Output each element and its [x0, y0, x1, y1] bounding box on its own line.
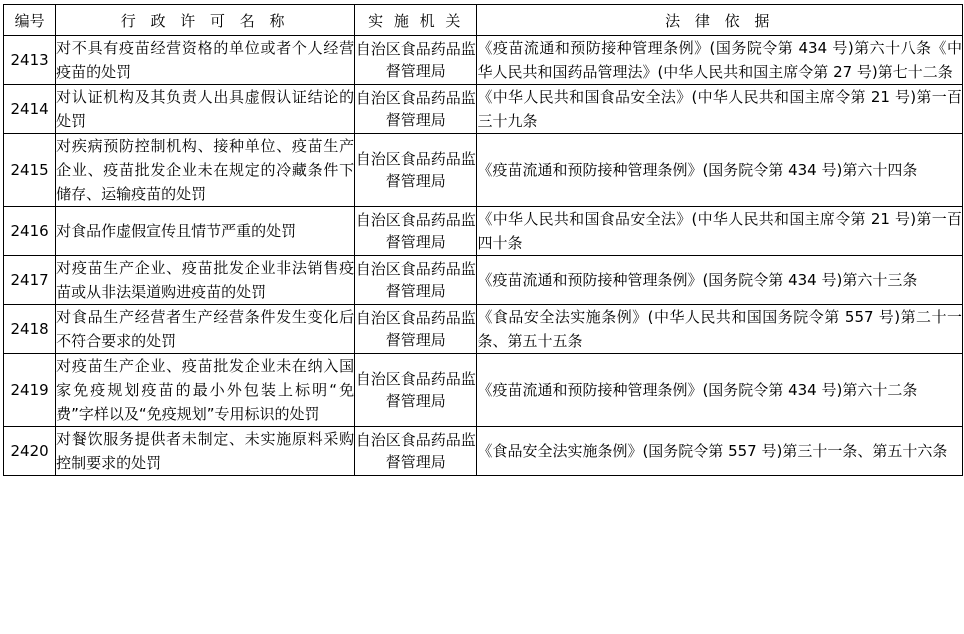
table-row	[4, 256, 963, 305]
document-page	[0, 4, 964, 634]
cell-law: 《疫苗流通和预防接种管理条例》(国务院令第 434 号)第六十二条	[477, 354, 963, 427]
cell-law: 《疫苗流通和预防接种管理条例》(国务院令第 434 号)第六十四条	[477, 134, 963, 207]
column-header-name: 行 政 许 可 名 称	[56, 5, 355, 36]
cell-id: 2417	[4, 256, 56, 305]
table-row	[4, 134, 963, 207]
cell-law: 《疫苗流通和预防接种管理条例》(国务院令第 434 号)第六十三条	[477, 256, 963, 305]
cell-org: 自治区食品药品监督管理局	[355, 134, 477, 207]
cell-name: 对食品作虚假宣传且情节严重的处罚	[56, 207, 355, 256]
cell-org: 自治区食品药品监督管理局	[355, 305, 477, 354]
cell-id: 2416	[4, 207, 56, 256]
column-header-org: 实 施 机 关	[355, 5, 477, 36]
table-row	[4, 305, 963, 354]
cell-name: 对不具有疫苗经营资格的单位或者个人经营疫苗的处罚	[56, 36, 355, 85]
cell-org: 自治区食品药品监督管理局	[355, 256, 477, 305]
column-header-id: 编号	[4, 5, 56, 36]
cell-org: 自治区食品药品监督管理局	[355, 427, 477, 476]
table-header	[4, 5, 963, 36]
table-row	[4, 354, 963, 427]
cell-id: 2414	[4, 85, 56, 134]
administrative-permits-table	[3, 4, 963, 476]
cell-name: 对疫苗生产企业、疫苗批发企业非法销售疫苗或从非法渠道购进疫苗的处罚	[56, 256, 355, 305]
cell-law: 《中华人民共和国食品安全法》(中华人民共和国主席令第 21 号)第一百四十条	[477, 207, 963, 256]
cell-law: 《疫苗流通和预防接种管理条例》(国务院令第 434 号)第六十八条《中华人民共和国药品管理法》(中华人民共和国主席令第 27 号)第七十二条	[477, 36, 963, 85]
cell-id: 2418	[4, 305, 56, 354]
cell-name: 对认证机构及其负责人出具虚假认证结论的处罚	[56, 85, 355, 134]
table-row	[4, 427, 963, 476]
cell-id: 2419	[4, 354, 56, 427]
cell-name: 对餐饮服务提供者未制定、未实施原料采购控制要求的处罚	[56, 427, 355, 476]
cell-name: 对食品生产经营者生产经营条件发生变化后不符合要求的处罚	[56, 305, 355, 354]
cell-org: 自治区食品药品监督管理局	[355, 36, 477, 85]
cell-id: 2413	[4, 36, 56, 85]
cell-name: 对疾病预防控制机构、接种单位、疫苗生产企业、疫苗批发企业未在规定的冷藏条件下储存、运输疫苗的处罚	[56, 134, 355, 207]
table-row	[4, 36, 963, 85]
cell-org: 自治区食品药品监督管理局	[355, 207, 477, 256]
cell-org: 自治区食品药品监督管理局	[355, 354, 477, 427]
column-header-law: 法 律 依 据	[477, 5, 963, 36]
cell-name: 对疫苗生产企业、疫苗批发企业未在纳入国家免疫规划疫苗的最小外包装上标明“免费”字样以及“免疫规划”专用标识的处罚	[56, 354, 355, 427]
cell-law: 《食品安全法实施条例》(中华人民共和国国务院令第 557 号)第二十一条、第五十五条	[477, 305, 963, 354]
cell-org: 自治区食品药品监督管理局	[355, 85, 477, 134]
table-body	[4, 36, 963, 476]
cell-id: 2420	[4, 427, 56, 476]
cell-id: 2415	[4, 134, 56, 207]
table-row	[4, 207, 963, 256]
cell-law: 《食品安全法实施条例》(国务院令第 557 号)第三十一条、第五十六条	[477, 427, 963, 476]
table-row	[4, 85, 963, 134]
cell-law: 《中华人民共和国食品安全法》(中华人民共和国主席令第 21 号)第一百三十九条	[477, 85, 963, 134]
table-header-row	[4, 5, 963, 36]
